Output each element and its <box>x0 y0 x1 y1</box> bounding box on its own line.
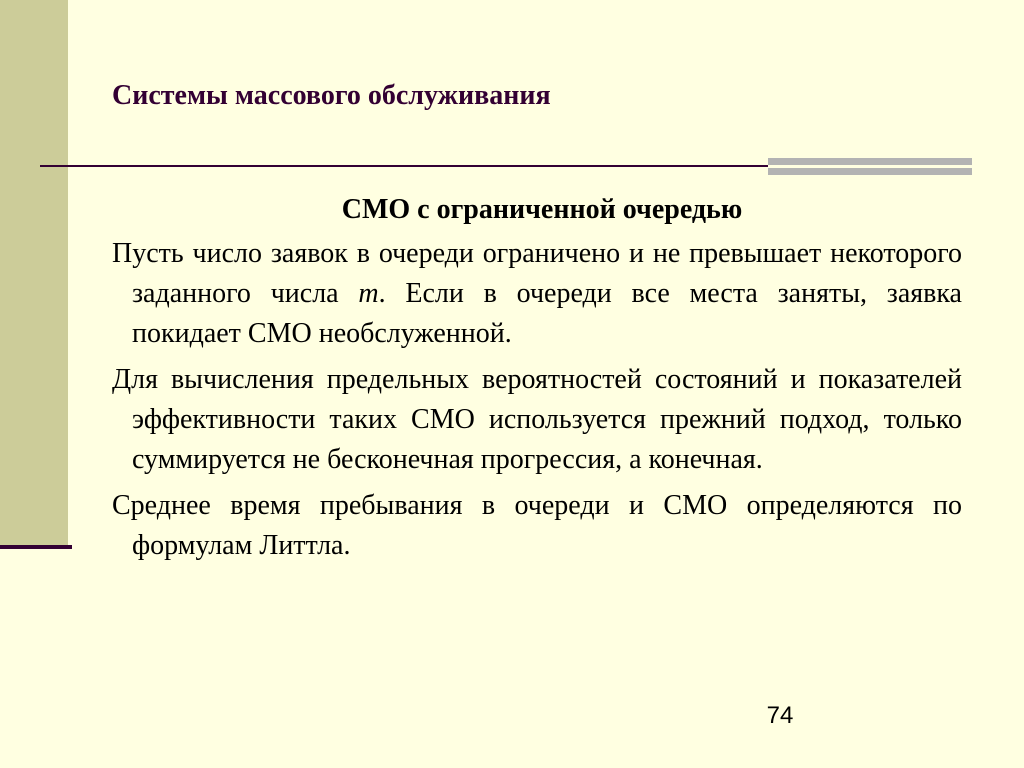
left-band-rule <box>0 545 72 549</box>
paragraph-limit-probabilities: Для вычисления предельных вероятностей состояний и показателей эффективности таких СМО используется прежний подход, только суммируется не бесконечная прогрессия, а конечная. <box>112 364 962 475</box>
variable-m: m <box>358 278 379 309</box>
paragraph-little-formulas: Среднее время пребывания в очереди и СМО определяются по формулам Литтла. <box>112 490 962 561</box>
slide-body <box>112 190 962 572</box>
paragraph-1-text-start: Пусть число заявок в очереди ограничено и не превышает некоторого заданного числа <box>112 238 962 309</box>
slide-subtitle: СМО с ограниченной очередью <box>341 194 743 225</box>
left-decorative-band <box>0 0 68 545</box>
paragraph-1-text-end: . Если в очереди все места заняты, заявка покидает СМО необслуженной. <box>132 278 962 349</box>
title-divider-accent <box>768 158 972 178</box>
paragraph-limited-queue <box>112 234 962 354</box>
slide-title: Системы массового обслуживания <box>112 80 551 111</box>
page-number: 74 <box>766 702 794 729</box>
